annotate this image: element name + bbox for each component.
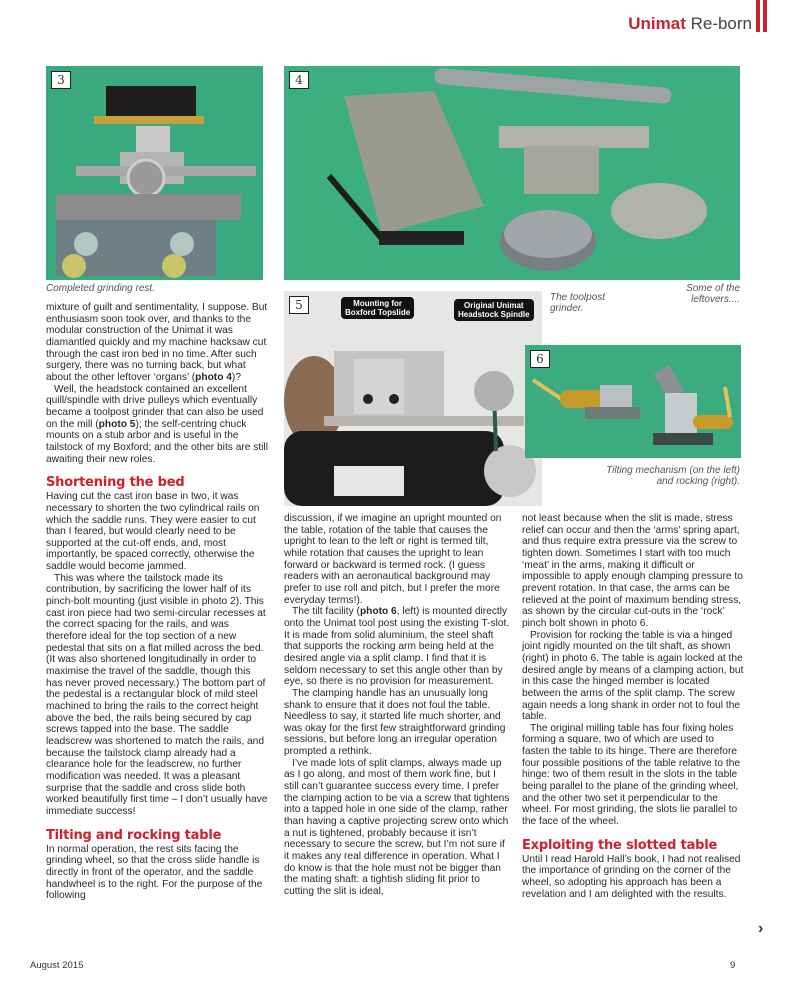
section-heading-exploiting-slotted-table: Exploiting the slotted table xyxy=(522,837,718,853)
page-number: 9 xyxy=(730,960,736,971)
paragraph: Having cut the cast iron base in two, it was necessary to shorten the two cylindrical rails on which the saddle runs. They were easier to cut than I feared, but would clearly need to be supported at the cut-off ends, and, most importantly, be spaced correctly, otherwise the saddle would become jammed. xyxy=(46,491,260,573)
caption-line: The toolpost xyxy=(550,292,606,303)
paragraph: I’ve made lots of split clamps, always made up as I go along, and most of them work fine, but I still can’t guarantee success every time. I prefer the clamping action to be via a screw that tightens into a tapped hole in one side of the clamp, rather than having a captive projecting screw onto which a nut is tightened, probably because it isn’t necessary to secure the screw, but I’m not sure if it makes any real difference in operation. What I do know is that the hole must not be bigger than the mating shaft: a tightish sliding fit prior to cutting the slit is ideal, xyxy=(284,757,510,897)
callout-line: Mounting for xyxy=(353,299,403,308)
article-column-1 xyxy=(46,302,268,902)
text: ); the self-centring chuck mounts on a stub arbor and is useful in the tailstock of my Boxford; and the other bits are still awaiting their new roles. xyxy=(46,418,268,465)
paragraph: not least because when the slit is made, stress relief can occur and then the ‘arms’ spring apart, and thus require extra pressure via the screw to tighten down. Sometimes I start with too much ‘meat’ in the arms, making it difficult or impossible to apply enough clamping pressure to prevent rotation. In that case, the arms can be relieved at the point of maximum bending stress, as shown by the circular cut-outs in the ‘rock’ pinch bolt shown in photo 6. xyxy=(522,513,743,629)
callout-line: Original Unimat xyxy=(464,301,524,310)
magazine-section-title xyxy=(628,14,752,34)
header-accent-bar xyxy=(763,0,767,32)
callout-line: Boxford Topslide xyxy=(345,308,411,317)
caption-line: Tilting mechanism (on the left) xyxy=(606,465,740,476)
photo-4-image xyxy=(284,66,740,280)
caption-line: and rocking (right). xyxy=(656,476,740,487)
photo-number: 6 xyxy=(530,350,550,368)
toolpost-grinder-illustration xyxy=(284,291,542,506)
grinding-rest-illustration xyxy=(46,66,263,280)
photo-number: 3 xyxy=(51,71,71,89)
caption-line: Some of the xyxy=(686,283,740,294)
paragraph: discussion, if we imagine an upright mounted on the table, rotation of the table that causes the upright to lean to the left or right is termed tilt, while rotation that causes the upright to lean forward or backward is termed rock. (I guess readers with an aeronautical background may prefer to use roll and pitch, but I prefer the more everyday terms!). xyxy=(284,513,502,606)
text: The tilt facility ( xyxy=(292,606,360,618)
brand-bold: Unimat xyxy=(628,14,686,33)
issue-date: August 2015 xyxy=(30,960,84,971)
paragraph: The clamping handle has an unusually long shank to ensure that it does not foul the table. Needless to say, it started life much shorter, and was okay for the first few straightforward grinding sessions, but before long an irregular operation prompted a rethink. xyxy=(284,687,506,758)
paragraph: This was where the tailstock made its contribution, by sacrificing the lower half of its pinch-bolt mounting (just visible in photo 2). This cast iron piece had two semi-circular recesses at the correct spacing for the rails, and was therefore ideal for the top section of a new pedestal that sits on a flat milled across the bed. (It was also shortened longitudinally in order to maximise the travel of the saddle, though this has never proved necessary.) The bottom part of the pedestal is a rectangular block of mild steel machined to bring the rails to the correct height above the bed, the rails being secured by cap screws tapped into the base. The saddle leadscrew was shortened to match the rails, and because the tailstock clamp already had a clearance hole for the leadscrew, no further modification was needed. It was a pleasant surprise that the saddle and cross slide both worked beautifully first time – I don’t usually have immediate success! xyxy=(46,572,268,817)
paragraph xyxy=(46,302,268,384)
photo-number: 5 xyxy=(289,296,309,314)
photo-6-caption xyxy=(585,465,740,487)
paragraph: Provision for rocking the table is via a hinged joint rigidly mounted on the tilt shaft, as shown (right) in photo 6. The table is again locked at the desired angle by means of a clamping action, but in this case the hinged member is located between the arms of the split clamp. The screw again needs a long shank in order not to foul the table. xyxy=(522,629,744,723)
paragraph: Until I read Harold Hall’s book, I had not realised the importance of grinding on the corner of the wheel, so adopting his approach has been a revelation and I am delighted with the results. xyxy=(522,853,741,900)
header-accent-bar xyxy=(756,0,760,32)
section-heading-tilting-rocking: Tilting and rocking table xyxy=(46,827,222,843)
photo-4-caption xyxy=(660,283,740,305)
photo-6-image xyxy=(525,345,741,458)
paragraph: In normal operation, the rest sits facing the grinding wheel, so that the cross slide handle is directly in front of the operator, and the saddle handwheel is to the right. For the purpose of the following xyxy=(46,843,263,902)
photo-3-caption: Completed grinding rest. xyxy=(46,283,155,294)
section-heading-shortening-bed: Shortening the bed xyxy=(46,475,185,491)
brand-rest: Re-born xyxy=(685,14,752,33)
photo-3-image xyxy=(46,66,263,280)
photo-reference: photo 4 xyxy=(195,371,232,383)
caption-line: grinder. xyxy=(550,303,584,314)
paragraph: The original milling table has four fixing holes forming a square, two of which are used to fasten the table to its hinge. There are therefore four possible positions of the table relative to the hinge: two of them result in the slots in the table being parallel to the plane of the grinding wheel, and the other two set it perpendicular to the wheel. For most grinding, the slots lie parallel to the face of the wheel. xyxy=(522,722,741,828)
article-column-2 xyxy=(284,513,510,898)
caption-line: leftovers.... xyxy=(691,294,740,305)
paragraph xyxy=(284,606,510,688)
paragraph xyxy=(46,384,268,466)
text: )? xyxy=(231,371,241,383)
tilt-rock-mechanism-illustration xyxy=(525,345,741,458)
photo-reference: photo 6 xyxy=(359,606,397,618)
photo-number: 4 xyxy=(289,71,309,89)
photo-5-caption xyxy=(550,292,605,314)
text: mixture of guilt and sentimentality, I suppose. But enthusiasm soon took over, and thanks to the modular construction of the Unimat it was diamantled quickly and my machine hacksaw cut through the cast iron bed in no time. After such surgery, there was no turning back, but what about the other leftover ‘organs’ ( xyxy=(46,302,268,383)
callout-line: Headstock Spindle xyxy=(458,310,530,319)
leftover-parts-illustration xyxy=(284,66,740,280)
article-column-3 xyxy=(522,513,744,900)
photo-reference: photo 5 xyxy=(98,418,136,430)
text: , left) is mounted directly onto the Unimat tool post using the existing T-slot. It is made from solid aluminium, the steel shaft that supports the rocking arm being held at the desired angle via a split clamp. I find that it is seldom necessary to set this angle other than by eye, so there is no provision for measurement. xyxy=(284,606,510,688)
photo-5-image xyxy=(284,291,542,506)
chevron-right-icon[interactable]: › xyxy=(758,920,764,937)
callout-boxford-topslide xyxy=(341,297,414,319)
text: Well, the headstock contained an excellent quill/spindle with drive pulleys which eventually became a toolpost grinder that can also be used on the mill ( xyxy=(46,383,264,430)
callout-headstock-spindle xyxy=(454,299,534,321)
